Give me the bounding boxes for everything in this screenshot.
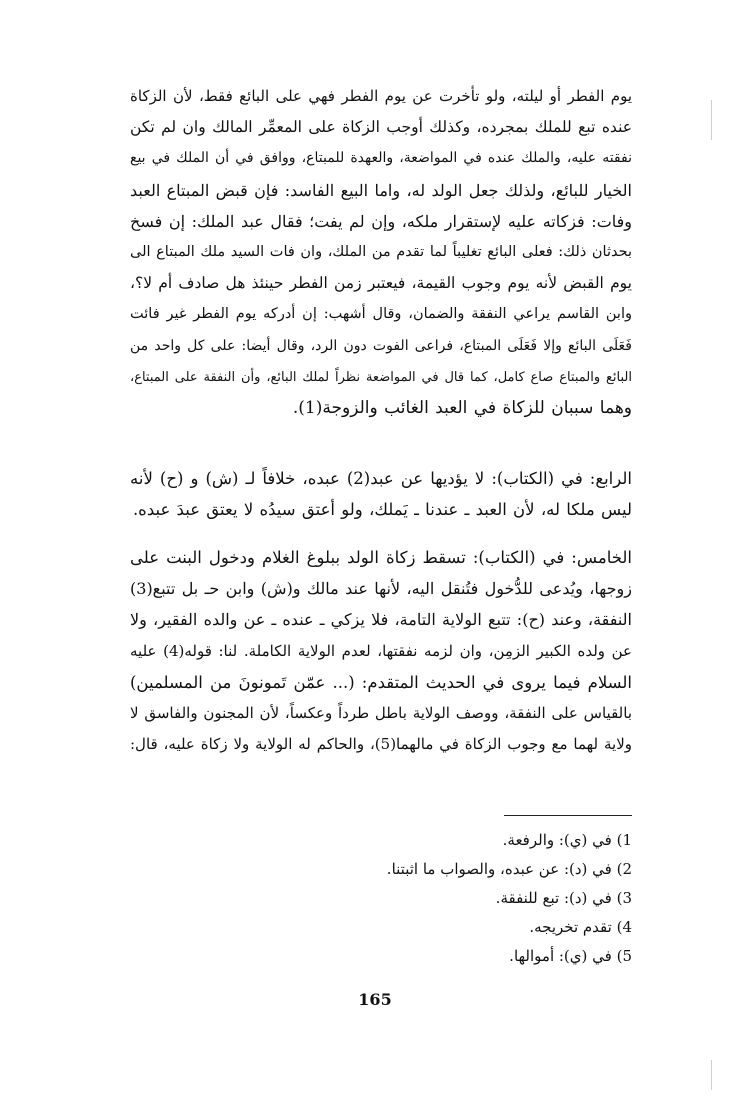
text-line: الرابع: في (الكتاب): لا يؤديها عن عبد(2) عبده، خلافاً لـ (ش) و (ح) لأنه	[130, 469, 632, 488]
text-line: نفقته عليه، والملك عنده في المواضعة، والعهدة للمبتاع، ووافق في أن الملك في بيع	[130, 150, 632, 167]
footnote: 2) في (د): عن عبده، والصواب ما اثبتنا.	[386, 860, 632, 878]
text-line: بالقياس على النفقة، ووصف الولاية باطل طرداً وعكساً، لأن المجنون والفاسق لا	[130, 704, 632, 723]
text-line: ليس ملكا له، لأن العبد ـ عندنا ـ يَملك، ولو أعتق سيدُه لا يعتق عبدَ عبده.	[132, 500, 632, 520]
footnote-divider	[504, 815, 632, 816]
footnotes	[130, 826, 632, 971]
text-line: وابن القاسم يراعي النفقة والضمان، وقال أشهب: إن أدركه يوم الفطر غير فائت	[130, 306, 632, 323]
paragraph-1	[130, 81, 632, 424]
text-line: ولاية لهما مع وجوب الزكاة في مالهما(5)، والحاكم له الولاية ولا زكاة عليه، قال:	[130, 735, 632, 754]
text-line: يوم الفطر أو ليلته، ولو تأخرت عن يوم الفطر فهي على البائع فقط، لأن الزكاة	[130, 87, 632, 105]
text-line: فَعَلَى البائع وإلا فَعَلَى المبتاع، فراعى الفوت دون الرد، وقال أيضا: على كل واحد من	[130, 337, 632, 354]
footnote: 4) تقدم تخريجه.	[529, 918, 632, 936]
text-line: البائع والمبتاع صاع كامل، كما قال في المواضعة نظراً لملك البائع، وأن النفقة على المبتاع،	[130, 369, 632, 385]
paragraph-2	[130, 463, 632, 525]
text-line: يوم القبض لأنه يوم وجوب القيمة، فيعتبر زمن الفطر حينئذ هل صادف أم لا؟،	[130, 274, 632, 293]
text-line: السلام فيما يروى في الحديث المتقدم: (... عمّن تَمونونَ من المسلمين)	[130, 672, 632, 692]
text-line: بحدثان ذلك: فعلى البائع تغليباً لما تقدم من الملك، وان فات السيد ملك المبتاع الى	[130, 244, 632, 261]
text-line: وفات: فزكاته عليه لإستقرار ملكه، وإن لم يفت؛ فقال عبد الملك: إن فسخ	[130, 211, 632, 231]
text-line: عنده تبع للملك بمجرده، وكذلك أوجب الزكاة على المعمِّر المالك وان لم تكن	[130, 118, 632, 137]
page-number: 165	[358, 990, 392, 1009]
footnote: 3) في (د): تبع للنفقة.	[495, 889, 632, 907]
paragraph-3	[130, 542, 632, 760]
text-line: الخيار للبائع، ولذلك جعل الولد له، واما البيع الفاسد: فإن قبض المبتاع العبد	[130, 180, 632, 200]
text-line: النفقة، وعند (ح): تتبع الولاية التامة، فلا يزكي ـ عنده ـ عن والده الفقير، ولا	[130, 610, 632, 630]
gutter-mark	[711, 100, 712, 140]
footnote: 1) في (ي): والرفعة.	[502, 831, 632, 849]
footnote: 5) في (ي): أموالها.	[509, 947, 632, 965]
text-line: وهما سببان للزكاة في العبد الغائب والزوجة(1).	[292, 398, 632, 419]
text-line: عن ولده الكبير الزمِن، وان لزمه نفقتها، لعدم الولاية الكاملة. لنا: قوله(4) عليه	[130, 641, 632, 660]
text-line: الخامس: في (الكتاب): تسقط زكاة الولد ببلوغ الغلام ودخول البنت على	[130, 548, 632, 567]
text-line: زوجها، ويُدعى للدُّخول فتُنقل اليه، لأنها عند مالك و(ش) وابن حـ بل تتبع(3)	[130, 579, 632, 599]
gutter-mark	[711, 1060, 712, 1090]
